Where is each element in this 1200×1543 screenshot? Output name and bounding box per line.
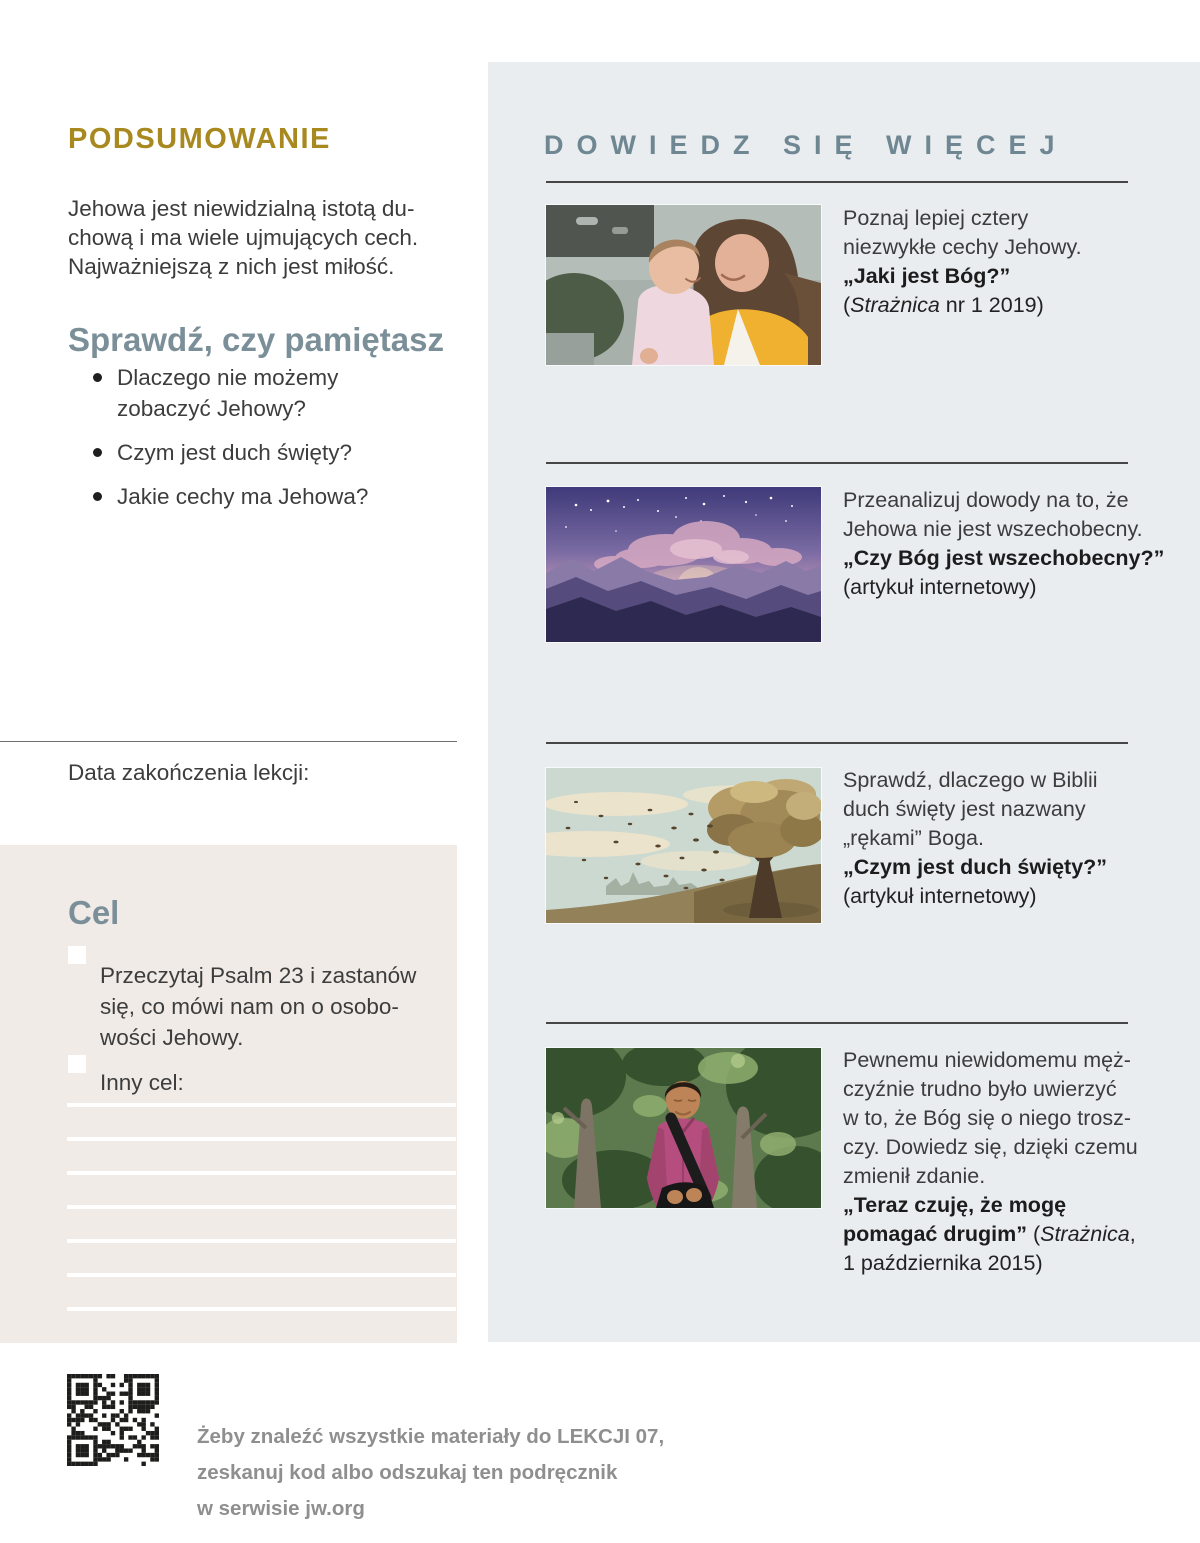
qr-code <box>67 1374 159 1466</box>
writing-line[interactable] <box>67 1273 456 1277</box>
learn-item-reference: „Teraz czuję, że mogę pomagać drugim” (Strażnica, 1 października 2015) <box>843 1193 1136 1275</box>
remember-question: Dlaczego nie możemy zobaczyć Jehowy? <box>92 362 387 424</box>
completion-date-label: Data zakończenia lekcji: <box>68 760 310 785</box>
writing-line[interactable] <box>67 1239 456 1243</box>
goal-task-checkbox[interactable] <box>68 946 86 964</box>
learn-item-reference: „Czy Bóg jest wszechobecny?” (artykuł internetowy) <box>843 546 1165 599</box>
writing-line[interactable] <box>67 1205 456 1209</box>
learn-item-reference: „Jaki jest Bóg?” (Strażnica nr 1 2019) <box>843 264 1044 317</box>
learn-item-text <box>843 766 1173 911</box>
left-divider <box>0 741 457 742</box>
other-goal-label: Inny cel: <box>100 1069 184 1095</box>
remember-question: Jakie cechy ma Jehowa? <box>92 481 387 512</box>
remember-question: Czym jest duch święty? <box>92 437 387 468</box>
writing-line[interactable] <box>67 1137 456 1141</box>
learn-item-description: Pewnemu niewidomemu męż- czyźnie trudno było uwierzyć w to, że Bóg się o niego trosz- czy. Dowiedz się, dzięki czemu zmienił zdanie. <box>843 1048 1138 1188</box>
learn-more-heading: DOWIEDZ SIĘ WIĘCEJ <box>544 130 1068 161</box>
remember-heading: Sprawdź, czy pamiętasz <box>68 321 444 359</box>
learn-item-description: Przeanalizuj dowody na to, że Jehowa nie jest wszechobecny. <box>843 488 1143 541</box>
item-divider <box>546 1022 1128 1024</box>
learn-more-panel <box>488 62 1200 1342</box>
summary-paragraph: Jehowa jest niewidzialną istotą du- chową i ma wiele ujmujących cech. Najważniejszą z nich jest miłość. <box>68 195 419 279</box>
learn-item-reference: „Czym jest duch święty?” (artykuł internetowy) <box>843 855 1108 908</box>
writing-line[interactable] <box>67 1307 456 1311</box>
learn-item-description: Sprawdź, dlaczego w Biblii duch święty jest nazwany „rękami” Boga. <box>843 768 1098 850</box>
other-goal-checkbox[interactable] <box>68 1055 86 1073</box>
learn-item-text <box>843 1046 1173 1278</box>
item-divider <box>546 462 1128 464</box>
summary-heading: PODSUMOWANIE <box>68 123 331 156</box>
item-divider <box>546 742 1128 744</box>
goal-task-text: Przeczytaj Psalm 23 i zastanów się, co mówi nam on o osobo- wości Jehowy. <box>100 962 417 1050</box>
footer-note: Żeby znaleźć wszystkie materiały do LEKCJI 07, zeskanuj kod albo odszukaj ten podręcznik w serwisie jw.org <box>197 1424 665 1520</box>
writing-line[interactable] <box>67 1103 456 1107</box>
writing-line[interactable] <box>67 1171 456 1175</box>
goal-section <box>0 845 457 1343</box>
learn-item-text <box>843 486 1173 602</box>
blind-man-in-pink-shirt-photo <box>546 1048 821 1208</box>
sunrise-over-mountains-illustration <box>546 487 821 642</box>
autumn-tree-in-wind-illustration <box>546 768 821 923</box>
learn-item-description: Poznaj lepiej cztery niezwykłe cechy Jehowy. <box>843 206 1082 259</box>
goal-heading: Cel <box>68 894 120 932</box>
learn-item-text <box>843 204 1173 320</box>
mother-and-child-photo <box>546 205 821 365</box>
remember-question-list <box>92 362 387 525</box>
item-divider <box>546 181 1128 183</box>
